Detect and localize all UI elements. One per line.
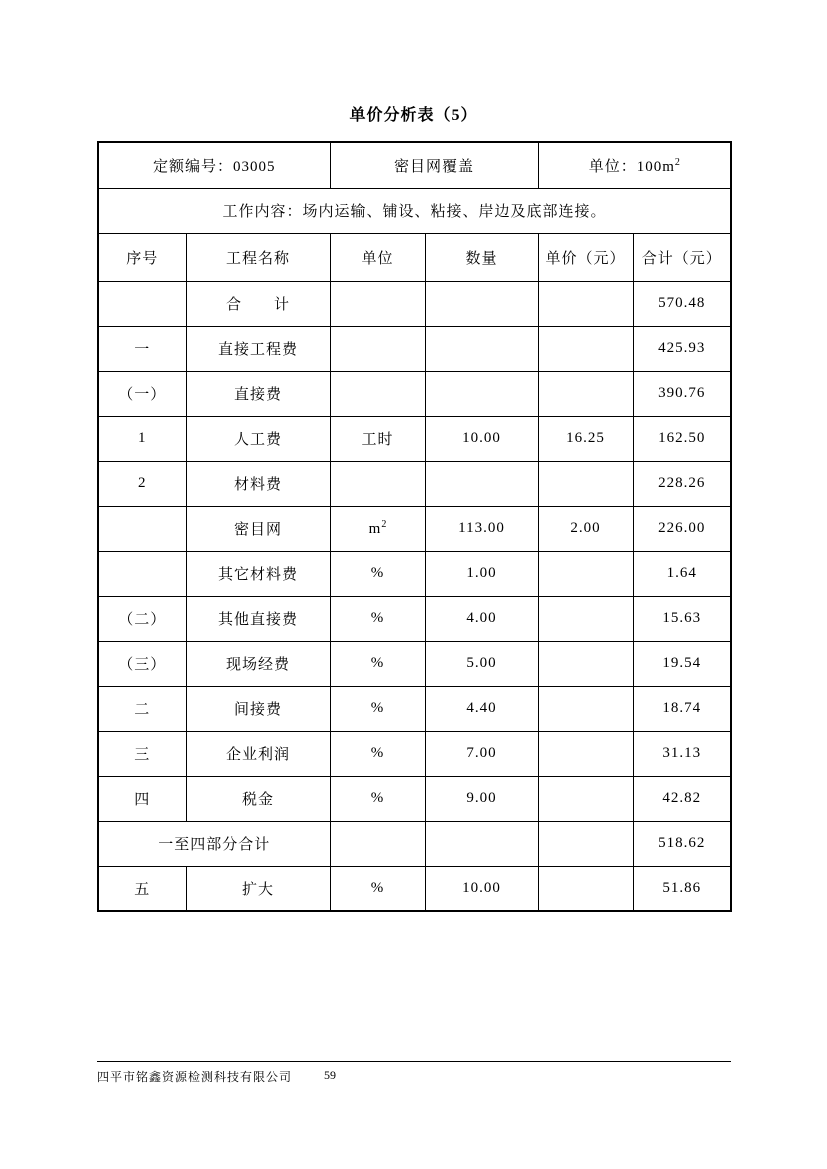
total-cell: 425.93 <box>633 326 731 371</box>
table-row <box>98 326 731 371</box>
seq-cell <box>98 551 186 596</box>
name-cell: 材料费 <box>186 461 330 506</box>
quantity-cell <box>425 281 538 326</box>
seq-cell <box>98 506 186 551</box>
quantity-cell: 10.00 <box>425 416 538 461</box>
unit-price-cell <box>538 821 633 866</box>
name-cell: 人工费 <box>186 416 330 461</box>
quantity-cell: 7.00 <box>425 731 538 776</box>
unit-cell: % <box>330 641 425 686</box>
work-content-row <box>98 188 731 233</box>
table-row <box>98 731 731 776</box>
seq-cell: 二 <box>98 686 186 731</box>
total-cell: 570.48 <box>633 281 731 326</box>
seq-cell: （一） <box>98 371 186 416</box>
quantity-cell: 1.00 <box>425 551 538 596</box>
name-cell: 其它材料费 <box>186 551 330 596</box>
table-body <box>98 142 731 911</box>
table-row <box>98 686 731 731</box>
unit-price-cell <box>538 686 633 731</box>
table-row <box>98 416 731 461</box>
unit-price-cell <box>538 866 633 911</box>
seq-cell: 三 <box>98 731 186 776</box>
name-cell: 合 计 <box>186 281 330 326</box>
unit-price-cell <box>538 596 633 641</box>
item-name-cell: 密目网覆盖 <box>330 142 538 188</box>
total-cell: 518.62 <box>633 821 731 866</box>
table-row <box>98 506 731 551</box>
column-header: 工程名称 <box>186 233 330 281</box>
name-cell: 现场经费 <box>186 641 330 686</box>
unit-cell: % <box>330 551 425 596</box>
table-row <box>98 641 731 686</box>
footer-company: 四平市铭鑫资源检测科技有限公司 <box>97 1070 293 1084</box>
total-cell: 1.64 <box>633 551 731 596</box>
unit-cell: % <box>330 731 425 776</box>
quantity-cell: 10.00 <box>425 866 538 911</box>
seq-cell: （三） <box>98 641 186 686</box>
quantity-cell: 9.00 <box>425 776 538 821</box>
total-cell: 51.86 <box>633 866 731 911</box>
unit-cell <box>330 821 425 866</box>
unit-cell: % <box>330 596 425 641</box>
column-header: 单位 <box>330 233 425 281</box>
footer-page-number: 59 <box>324 1068 336 1082</box>
column-header-row <box>98 233 731 281</box>
unit-cell: 工时 <box>330 416 425 461</box>
name-cell: 扩大 <box>186 866 330 911</box>
quantity-cell <box>425 371 538 416</box>
quantity-cell <box>425 821 538 866</box>
name-cell: 密目网 <box>186 506 330 551</box>
quantity-cell: 4.40 <box>425 686 538 731</box>
seq-cell: 2 <box>98 461 186 506</box>
seq-cell: 1 <box>98 416 186 461</box>
page-footer <box>97 1061 731 1085</box>
total-cell: 15.63 <box>633 596 731 641</box>
table-row <box>98 821 731 866</box>
unit-cell <box>330 371 425 416</box>
unit-price-cell <box>538 731 633 776</box>
name-cell: 税金 <box>186 776 330 821</box>
seq-cell: 五 <box>98 866 186 911</box>
total-cell: 42.82 <box>633 776 731 821</box>
total-cell: 228.26 <box>633 461 731 506</box>
table-row <box>98 776 731 821</box>
merged-seq-name-cell: 一至四部分合计 <box>98 821 330 866</box>
quantity-cell: 4.00 <box>425 596 538 641</box>
table-row <box>98 596 731 641</box>
name-cell: 直接工程费 <box>186 326 330 371</box>
unit-price-cell <box>538 326 633 371</box>
unit-cell: % <box>330 866 425 911</box>
unit-price-cell <box>538 281 633 326</box>
name-cell: 其他直接费 <box>186 596 330 641</box>
unit-text: 单位：100m <box>588 158 675 175</box>
total-cell: 162.50 <box>633 416 731 461</box>
unit-price-analysis-table <box>97 141 732 912</box>
total-cell: 31.13 <box>633 731 731 776</box>
seq-cell: 一 <box>98 326 186 371</box>
quantity-cell <box>425 326 538 371</box>
unit-price-cell <box>538 461 633 506</box>
column-header: 合计（元） <box>633 233 731 281</box>
total-cell: 390.76 <box>633 371 731 416</box>
total-cell: 18.74 <box>633 686 731 731</box>
table-row <box>98 461 731 506</box>
unit-cell <box>330 281 425 326</box>
seq-cell <box>98 281 186 326</box>
unit-superscript: 2 <box>674 156 680 168</box>
unit-price-cell: 16.25 <box>538 416 633 461</box>
total-cell: 226.00 <box>633 506 731 551</box>
unit-cell: % <box>330 776 425 821</box>
seq-cell: 四 <box>98 776 186 821</box>
unit-price-cell <box>538 371 633 416</box>
table-row <box>98 371 731 416</box>
unit-price-cell <box>538 776 633 821</box>
unit-price-cell: 2.00 <box>538 506 633 551</box>
work-content-cell: 工作内容：场内运输、铺设、粘接、岸边及底部连接。 <box>98 188 731 233</box>
quantity-cell <box>425 461 538 506</box>
table-row <box>98 281 731 326</box>
quantity-cell: 5.00 <box>425 641 538 686</box>
quota-number-cell: 定额编号：03005 <box>98 142 330 188</box>
total-cell: 19.54 <box>633 641 731 686</box>
page-title: 单价分析表（5） <box>349 107 478 124</box>
unit-cell <box>538 142 731 188</box>
seq-cell: （二） <box>98 596 186 641</box>
table-row <box>98 866 731 911</box>
name-cell: 间接费 <box>186 686 330 731</box>
column-header: 序号 <box>98 233 186 281</box>
unit-cell: % <box>330 686 425 731</box>
table-row <box>98 551 731 596</box>
unit-cell: $m^2$ <box>330 506 425 551</box>
name-cell: 企业利润 <box>186 731 330 776</box>
unit-cell <box>330 461 425 506</box>
column-header: 单价（元） <box>538 233 633 281</box>
unit-price-cell <box>538 641 633 686</box>
unit-price-cell <box>538 551 633 596</box>
name-cell: 直接费 <box>186 371 330 416</box>
quantity-cell: 113.00 <box>425 506 538 551</box>
unit-superscript: 2 <box>381 519 387 530</box>
unit-cell <box>330 326 425 371</box>
info-row <box>98 142 731 188</box>
column-header: 数量 <box>425 233 538 281</box>
